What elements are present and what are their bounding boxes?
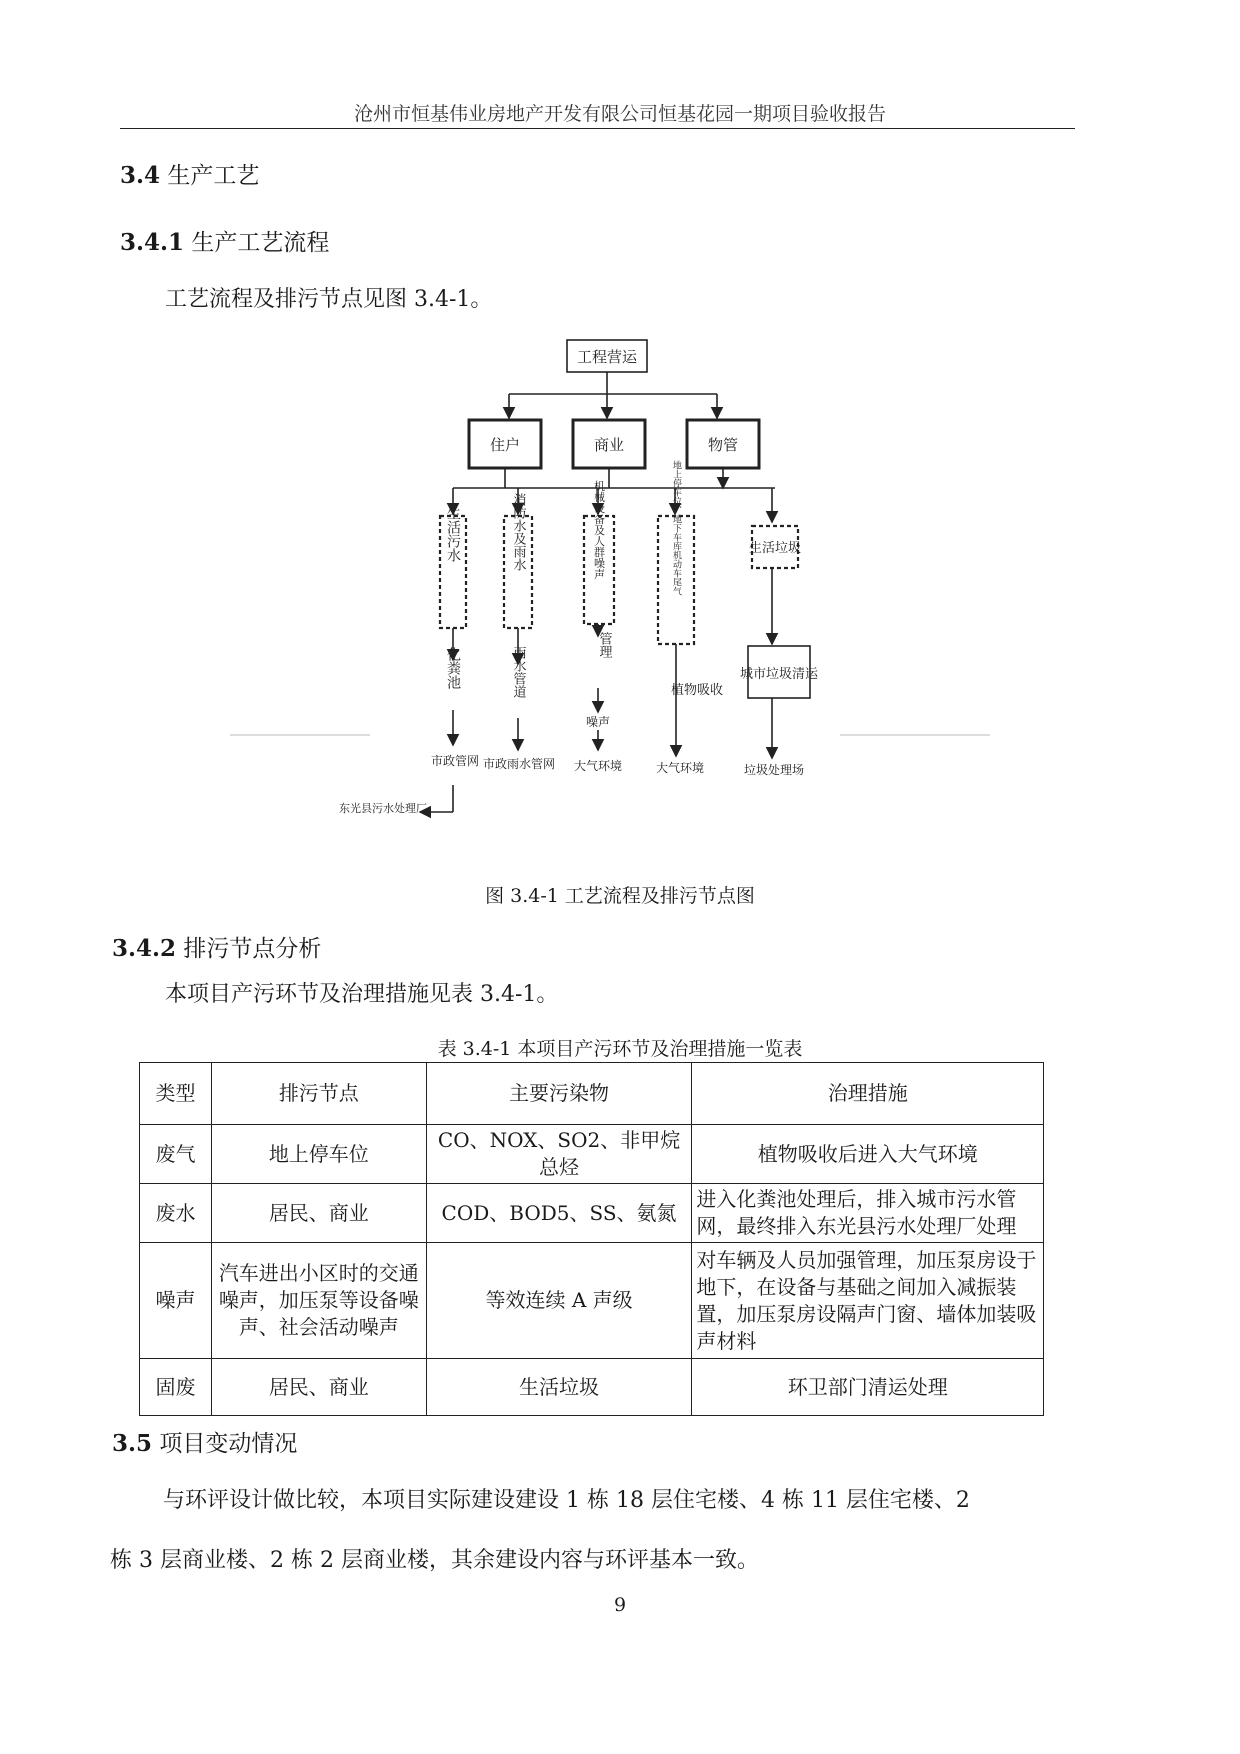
flow-dest-label: 市政管网 (430, 754, 480, 768)
table-cell: 固废 (140, 1359, 212, 1416)
section-title: 排污节点分析 (183, 936, 322, 962)
flow-dest-label: 垃圾处理场 (743, 763, 805, 777)
table-cell: 居民、商业 (211, 1184, 426, 1243)
flow-dest-label: 市政雨水管网 (482, 757, 556, 771)
flow-source-label: 地上停车位、地下车库机动车尾气 (671, 460, 681, 596)
flow-mid-label: 城市垃圾清运 (739, 667, 819, 682)
table-cell: 等效连续 A 声级 (426, 1243, 692, 1359)
table-header-cell: 主要污染物 (426, 1063, 692, 1125)
table-row (140, 1243, 1044, 1359)
table-cell: 植物吸收后进入大气环境 (692, 1125, 1044, 1184)
table-row (140, 1184, 1044, 1243)
section-number: 3.4 (120, 162, 161, 189)
section-title: 生产工艺流程 (191, 230, 330, 256)
flow-final-label: 东光县污水处理厂 (339, 802, 427, 815)
table-cell: 环卫部门清运处理 (692, 1359, 1044, 1416)
section-3-5-text-line-1: 与环评设计做比较，本项目实际建设建设 1 栋 18 层住宅楼、4 栋 11 层住宅楼、2 (163, 1488, 970, 1513)
figure-caption: 图 3.4-1 工艺流程及排污节点图 (485, 885, 755, 907)
flow-mid-label: 植物吸收 (670, 683, 724, 698)
flow-dest-label: 噪声 (585, 715, 611, 729)
table-cell: 汽车进出小区时的交通噪声，加压泵等设备噪声、社会活动噪声 (211, 1243, 426, 1359)
table-cell: CO、NOX、SO2、非甲烷总烃 (426, 1125, 692, 1184)
table-cell: 地上停车位 (211, 1125, 426, 1184)
table-cell: 居民、商业 (211, 1359, 426, 1416)
flow-source-label: 生活垃圾 (748, 541, 802, 556)
table-cell: 废水 (140, 1184, 212, 1243)
table-row (140, 1359, 1044, 1416)
flow-root-label: 工程营运 (576, 348, 638, 366)
table-cell: 对车辆及人员加强管理，加压泵房设于地下，在设备与基础之间加入减振装置，加压泵房设隔声门窗、墙体加装吸声材料 (692, 1243, 1044, 1359)
table-row (140, 1125, 1044, 1184)
table-cell: 进入化粪池处理后，排入城市污水管网，最终排入东光县污水处理厂处理 (692, 1184, 1044, 1243)
flow-source-label: 生活污水 (445, 506, 461, 562)
pollution-table (139, 1062, 1044, 1416)
table-cell: 噪声 (140, 1243, 212, 1359)
flow-mid-label: 化粪池 (445, 647, 461, 689)
table-header-cell: 类型 (140, 1063, 212, 1125)
flow-source-label: 消防水及雨水 (510, 493, 526, 571)
flow-dest-label: 大气环境 (655, 761, 705, 775)
section-title: 项目变动情况 (159, 1431, 298, 1457)
section-number: 3.5 (112, 1430, 153, 1457)
flow-source-label: 机械设备及人群噪声 (592, 480, 606, 580)
table-intro-text: 本项目产污环节及治理措施见表 3.4-1。 (165, 982, 559, 1007)
section-title: 生产工艺 (167, 163, 260, 189)
flow-dest2-label: 大气环境 (573, 759, 623, 773)
page-header-title: 沧州市恒基伟业房地产开发有限公司恒基花园一期项目验收报告 (353, 103, 886, 125)
page-number: 9 (613, 1594, 627, 1616)
table-header-cell: 治理措施 (692, 1063, 1044, 1125)
table-header-row (140, 1063, 1044, 1125)
section-3-5-text-line-2: 栋 3 层商业楼、2 栋 2 层商业楼，其余建设内容与环评基本一致。 (110, 1548, 759, 1573)
section-number: 3.4.1 (120, 229, 185, 256)
section-3-4-2-heading (112, 930, 321, 963)
flow-level1-label: 物管 (707, 436, 739, 454)
flow-level1-label: 住户 (489, 436, 521, 454)
table-cell: 废气 (140, 1125, 212, 1184)
table-header-cell: 排污节点 (211, 1063, 426, 1125)
flow-mid-label: 雨水管道 (510, 646, 526, 698)
table-cell: COD、BOD5、SS、氨氮 (426, 1184, 692, 1243)
table-cell: 生活垃圾 (426, 1359, 692, 1416)
flow-level1-label: 商业 (593, 436, 625, 454)
section-3-5-heading (112, 1425, 297, 1458)
section-number: 3.4.2 (112, 935, 177, 962)
flow-mid-label: 管理 (596, 632, 612, 658)
table-caption: 表 3.4-1 本项目产污环节及治理措施一览表 (437, 1038, 803, 1060)
figure-intro-text: 工艺流程及排污节点见图 3.4-1。 (165, 287, 493, 312)
